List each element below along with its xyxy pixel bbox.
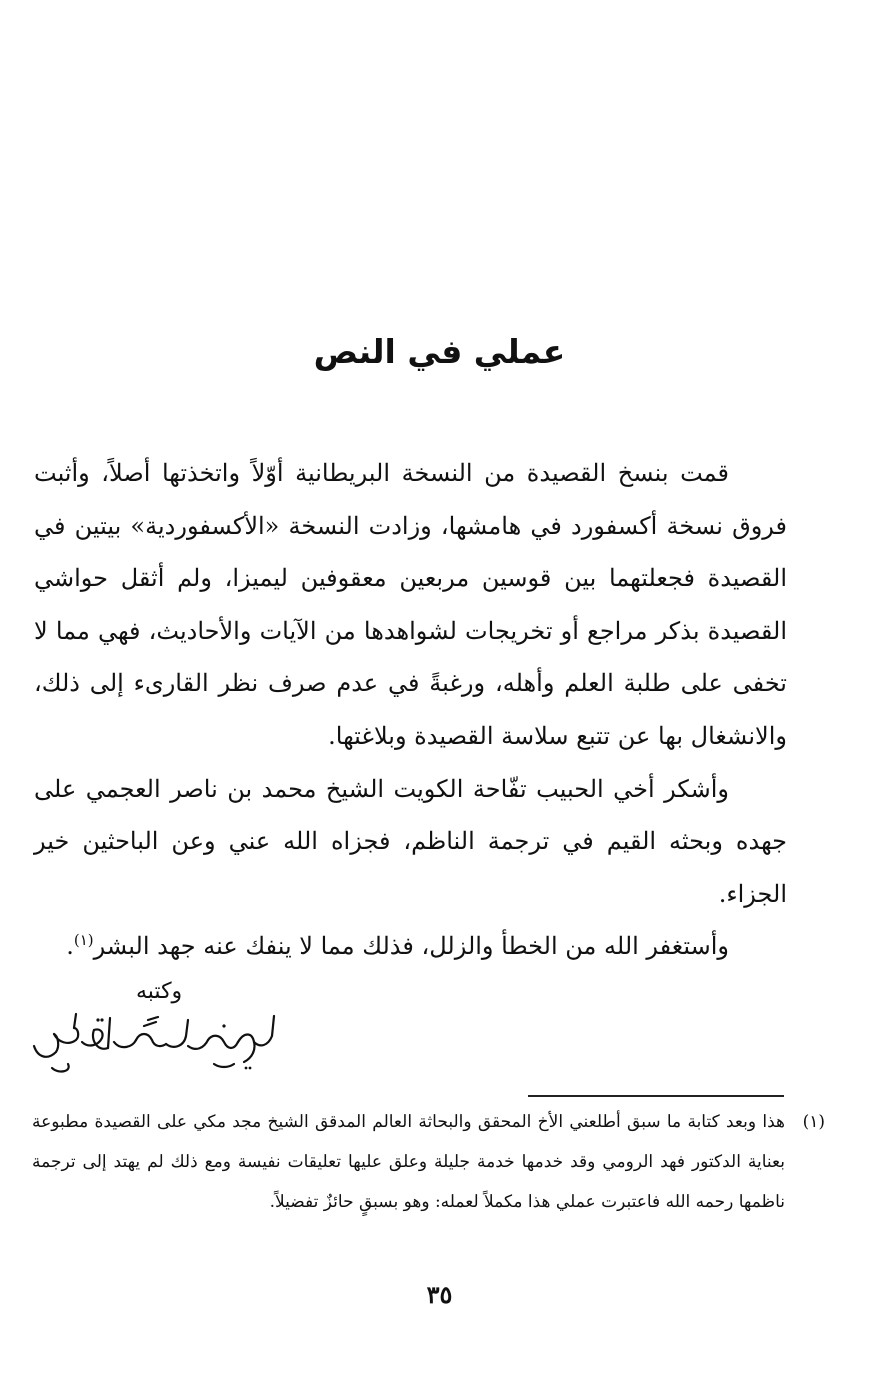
footnote-divider [528,1095,784,1097]
section-title: عملي في النص [313,332,566,371]
footnote-text: هذا وبعد كتابة ما سبق أطلعني الأخ المحقق والبحاثة العالم المدقق الشيخ مجد مكي على القصيدة مطبوعة بعناية الدكتور فهد الرومي وقد خدمها خدمة جليلة وعلق عليها تعليقات نفيسة ومع ذلك لم يهتد إلى ترجمة ناظمها رحمه الله فاعتبرت عملي هذا مكملاً لعمله: وهو بسبقٍ حائزٌ تفضيلاً. [32,1112,785,1212]
body-text [34,447,787,973]
footnotes [32,1102,825,1222]
footnote-number: (١) [802,1112,825,1132]
page-number: ٣٥ [426,1280,453,1309]
closing-end: . [66,932,74,961]
footnote-reference: (١) [73,931,94,950]
wrote-by-label: وكتبه [136,979,183,1004]
paragraph-2: وأشكر أخي الحبيب تفّاحة الكويت الشيخ محمد بن ناصر العجمي على جهده وبحثه القيم في ترجمة الناظم، فجزاه الله عني وعن الباحثين خير الجزاء. [34,774,787,908]
paragraph-1: قمت بنسخ القصيدة من النسخة البريطانية أوّلاً واتخذتها أصلاً، وأثبت فروق نسخة أكسفورد في هامشها، وزادت النسخة «الأكسفوردية» بيتين في القصيدة فجعلتهما بين قوسين مربعين معقوفين ليميزا، ولم أثقل حواشي القصيدة بذكر مراجع أو تخريجات لشواهدها من الآيات والأحاديث، فهي مما لا تخفى على طلبة العلم وأهله، ورغبةً في عدم صرف نظر القارىء إلى ذلك، والانشغال بها عن تتبع سلاسة القصيدة وبلاغتها. [34,459,787,750]
closing-text: وأستغفر الله من الخطأ والزلل، فذلك مما لا ينفك عنه جهد البشر [93,932,729,961]
handwritten-signature [28,1006,278,1076]
paragraph-3 [34,920,787,973]
